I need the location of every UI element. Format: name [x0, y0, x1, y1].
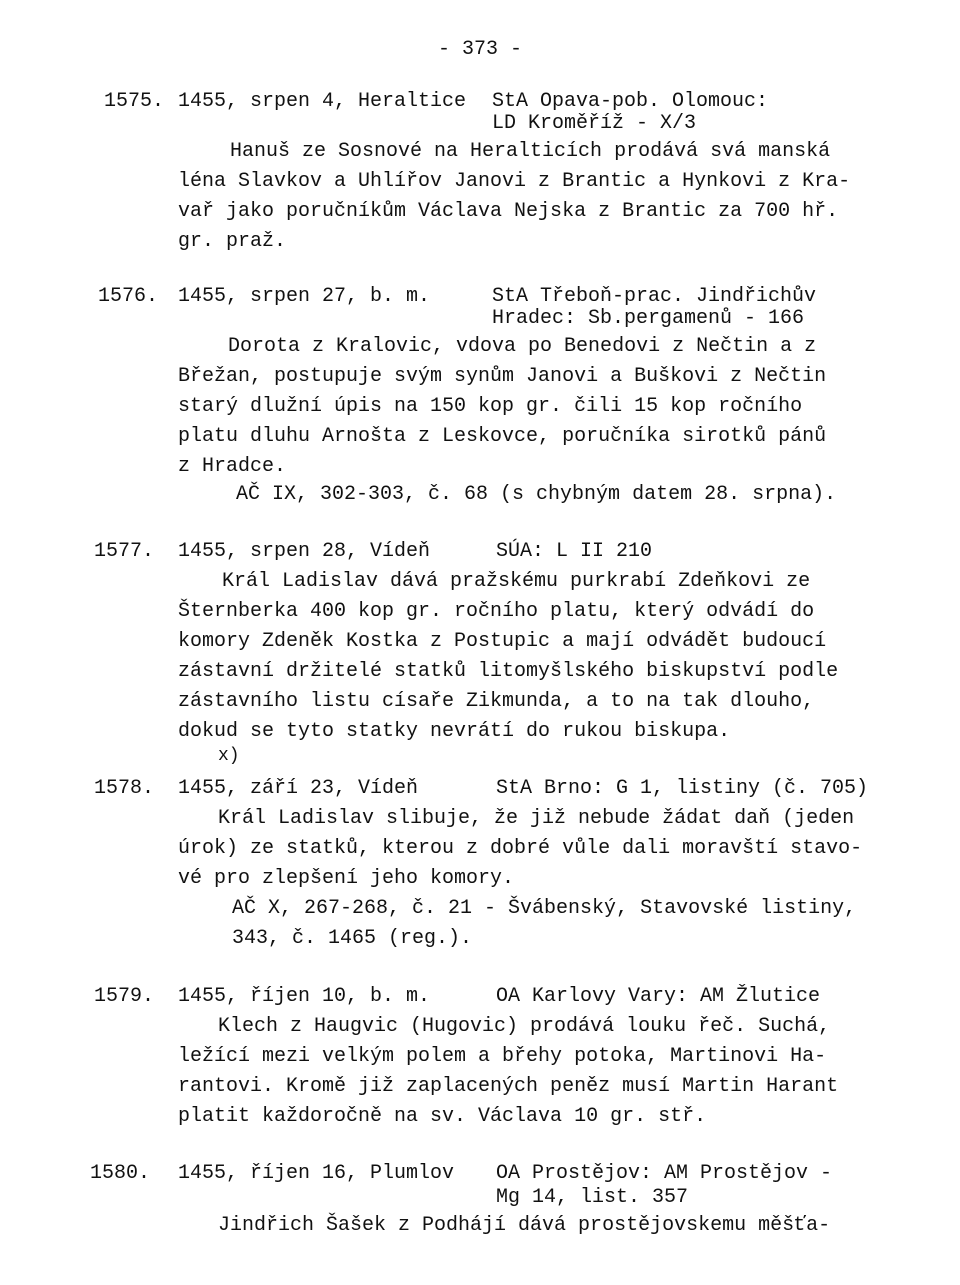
entry-source: StA Opava-pob. Olomouc: [492, 90, 769, 113]
entry-text-line: platu dluhu Arnošta z Leskovce, poručníka sirotků pánů [178, 425, 827, 448]
entry-1576 [0, 285, 960, 506]
entry-date-place: 1455, říjen 10, b. m. [178, 985, 431, 1008]
entry-text-line: vé pro zlepšení jeho komory. [178, 867, 515, 890]
entry-date-place: 1455, srpen 4, Heraltice [178, 90, 467, 113]
entry-number: 1577. [94, 540, 155, 563]
entry-number: 1575. [104, 90, 165, 113]
entry-number: 1579. [94, 985, 155, 1008]
entry-text-line: Dorota z Kralovic, vdova po Benedovi z Nečtin a z [228, 335, 817, 358]
page-number: - 373 - [437, 38, 522, 61]
entry-source: Hradec: Sb.pergamenů - 166 [492, 307, 805, 330]
entry-1580 [0, 1162, 960, 1237]
entry-text-line: Hanuš ze Sosnové na Heralticích prodává svá manská [230, 140, 831, 163]
entry-text-line: Král Ladislav slibuje, že již nebude žádat daň (jeden [218, 807, 855, 830]
entry-date-place: 1455, říjen 16, Plumlov [178, 1162, 455, 1185]
entry-source: OA Prostějov: AM Prostějov - [496, 1162, 833, 1185]
entry-text-line: Klech z Haugvic (Hugovic) prodává louku řeč. Suchá, [218, 1015, 831, 1038]
entry-source: Mg 14, list. 357 [496, 1186, 689, 1209]
entry-1578 [0, 777, 960, 950]
entry-source: OA Karlovy Vary: AM Žlutice [496, 985, 821, 1008]
entry-source: StA Třeboň-prac. Jindřichův [492, 285, 817, 308]
entry-1577 [0, 540, 960, 766]
entry-source: SÚA: L II 210 [496, 540, 653, 563]
entry-text-line: Jindřich Šašek z Podhájí dává prostějovskemu měšťa- [218, 1214, 831, 1237]
entry-number: 1578. [94, 777, 155, 800]
entry-text-line: gr. praž. [178, 230, 287, 253]
entry-text-line: Šternberka 400 kop gr. ročního platu, který odvádí do [178, 600, 815, 623]
entry-text-line: léna Slavkov a Uhlířov Janovi z Brantic a Hynkovi z Kra- [178, 170, 851, 193]
entry-text-line: platit každoročně na sv. Václava 10 gr. stř. [178, 1105, 707, 1128]
entry-date-place: 1455, září 23, Vídeň [178, 777, 419, 800]
entry-text-line: Král Ladislav dává pražskému purkrabí Zdeňkovi ze [222, 570, 811, 593]
entry-text-line: vař jako poručníkům Václava Nejska z Brantic za 700 hř. [178, 200, 839, 223]
entry-text-line: starý dlužní úpis na 150 kop gr. čili 15 kop ročního [178, 395, 803, 418]
entry-text-line: rantovi. Kromě již zaplacených peněz musí Martin Harant [178, 1075, 839, 1098]
entry-text-line: dokud se tyto statky nevrátí do rukou biskupa. [178, 720, 731, 743]
entry-source: StA Brno: G 1, listiny (č. 705) [496, 777, 869, 800]
entry-date-place: 1455, srpen 28, Vídeň [178, 540, 431, 563]
entry-date-place: 1455, srpen 27, b. m. [178, 285, 431, 308]
entry-text-line: úrok) ze statků, kterou z dobré vůle dali moravští stavo- [178, 837, 863, 860]
entry-reference: 343, č. 1465 (reg.). [232, 927, 473, 950]
entry-text-line: z Hradce. [178, 455, 287, 478]
entry-number: 1580. [90, 1162, 151, 1185]
entry-reference: AČ IX, 302-303, č. 68 (s chybným datem 28. srpna). [236, 483, 837, 506]
entry-text-line: zástavní držitelé statků litomyšlského biskupství podle [178, 660, 839, 683]
entry-source: LD Kroměříž - X/3 [492, 112, 697, 135]
entry-text-line: zástavního listu císaře Zikmunda, a to na tak dlouho, [178, 690, 815, 713]
entry-1579 [0, 985, 960, 1128]
entry-footnote-marker: x) [218, 746, 240, 766]
entry-text-line: Břežan, postupuje svým synům Janovi a Buškovi z Nečtin [178, 365, 827, 388]
entry-number: 1576. [98, 285, 159, 308]
entry-text-line: komory Zdeněk Kostka z Postupic a mají odvádět budoucí [178, 630, 827, 653]
entry-text-line: ležící mezi velkým polem a břehy potoka, Martinovi Ha- [178, 1045, 827, 1068]
entry-1575 [0, 90, 960, 253]
entry-reference: AČ X, 267-268, č. 21 - Švábenský, Stavovské listiny, [232, 897, 857, 920]
